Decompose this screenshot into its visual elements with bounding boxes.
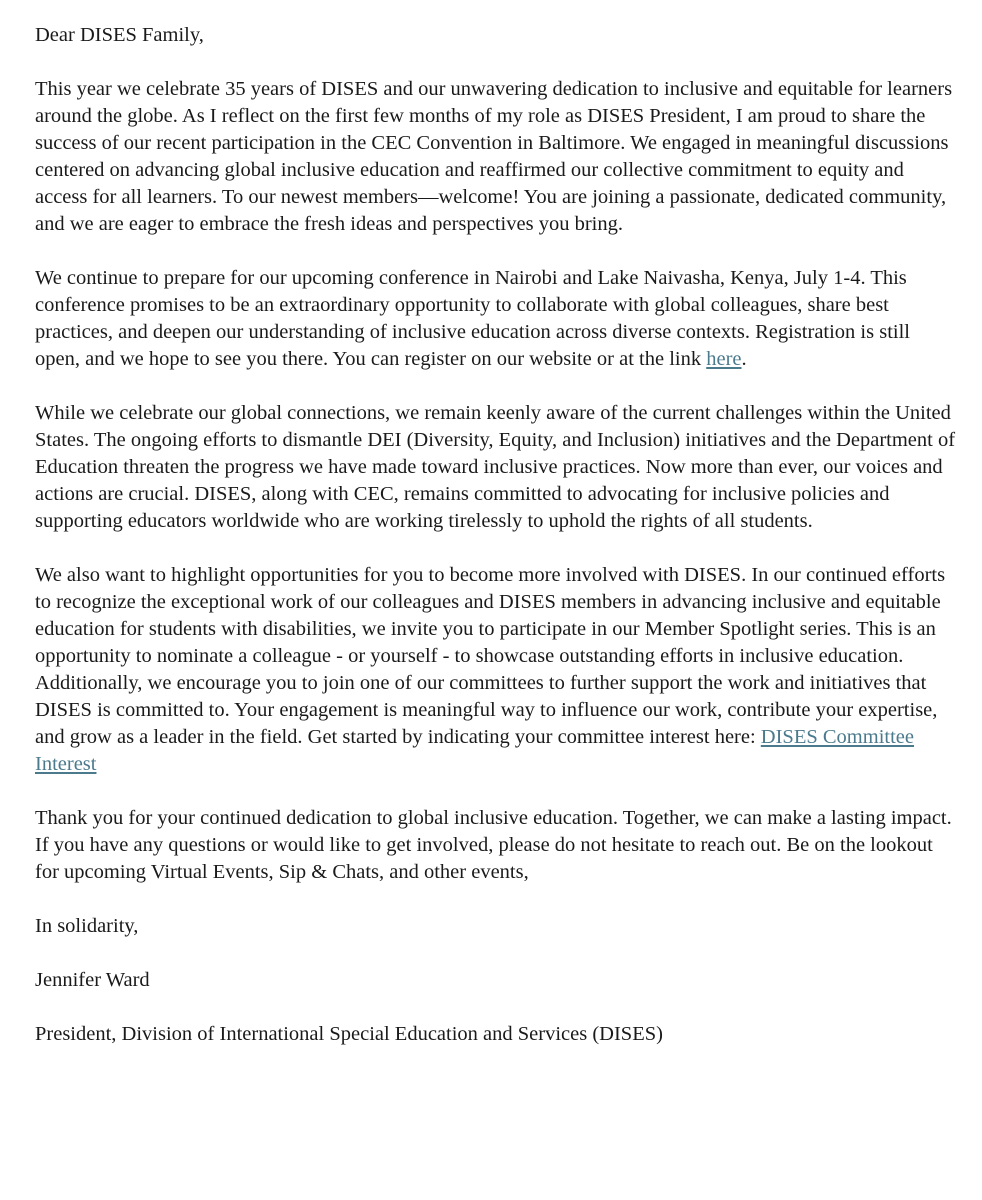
paragraph-anniversary: This year we celebrate 35 years of DISES and our unwavering dedication to inclusive and equitable for learners around the globe. As I reflect on the first few months of my role as DISES President, I am proud to share the success of our recent participation in the CEC Convention in Baltimore. We engaged in meaningful discussions centered on advancing global inclusive education and reaffirmed our collective commitment to equity and access for all learners. To our newest members—welcome! You are joining a passionate, dedicated community, and we are eager to embrace the fresh ideas and perspectives you bring.: [35, 78, 953, 235]
committee-interest-link[interactable]: DISES Committee Interest: [35, 726, 914, 775]
paragraph-challenges: While we celebrate our global connections, we remain keenly aware of the current challenges within the United States. The ongoing efforts to dismantle DEI (Diversity, Equity, and Inclusion) initiatives and the Department of Education threaten the progress we have made toward inclusive practices. Now more than ever, our voices and actions are crucial. DISES, along with CEC, remains committed to advocating for inclusive policies and supporting educators worldwide who are working tirelessly to uphold the rights of all students.: [35, 402, 956, 532]
registration-link[interactable]: here: [706, 348, 742, 370]
letter-body: [35, 22, 960, 1075]
greeting: Dear DISES Family,: [35, 24, 204, 46]
signature-title: President, Division of International Special Education and Services (DISES): [35, 1023, 663, 1045]
paragraph-conference: [35, 265, 960, 373]
paragraph-involvement-text: We also want to highlight opportunities for you to become more involved with DISES. In our continued efforts to recognize the exceptional work of our colleagues and DISES members in advancing inclusive and equitable education for students with disabilities, we invite you to participate in our Member Spotlight series. This is an opportunity to nominate a colleague - or yourself - to showcase outstanding efforts in inclusive education. Additionally, we encourage you to join one of our committees to further support the work and initiatives that DISES is committed to. Your engagement is meaningful way to influence our work, contribute your expertise, and grow as a leader in the field. Get started by indicating your committee interest here:: [35, 564, 946, 748]
paragraph-conference-end: .: [741, 348, 747, 370]
paragraph-involvement: [35, 562, 960, 778]
paragraph-thanks: Thank you for your continued dedication to global inclusive education. Together, we can make a lasting impact. If you have any questions or would like to get involved, please do not hesitate to reach out. Be on the lookout for upcoming Virtual Events, Sip & Chats, and other events,: [35, 807, 952, 883]
paragraph-conference-text: We continue to prepare for our upcoming conference in Nairobi and Lake Naivasha, Kenya, July 1-4. This conference promises to be an extraordinary opportunity to collaborate with global colleagues, share best practices, and deepen our understanding of inclusive education across diverse contexts. Registration is still open, and we hope to see you there. You can register on our website or at the link: [35, 267, 910, 370]
signature-name: Jennifer Ward: [35, 969, 150, 991]
closing: In solidarity,: [35, 915, 139, 937]
